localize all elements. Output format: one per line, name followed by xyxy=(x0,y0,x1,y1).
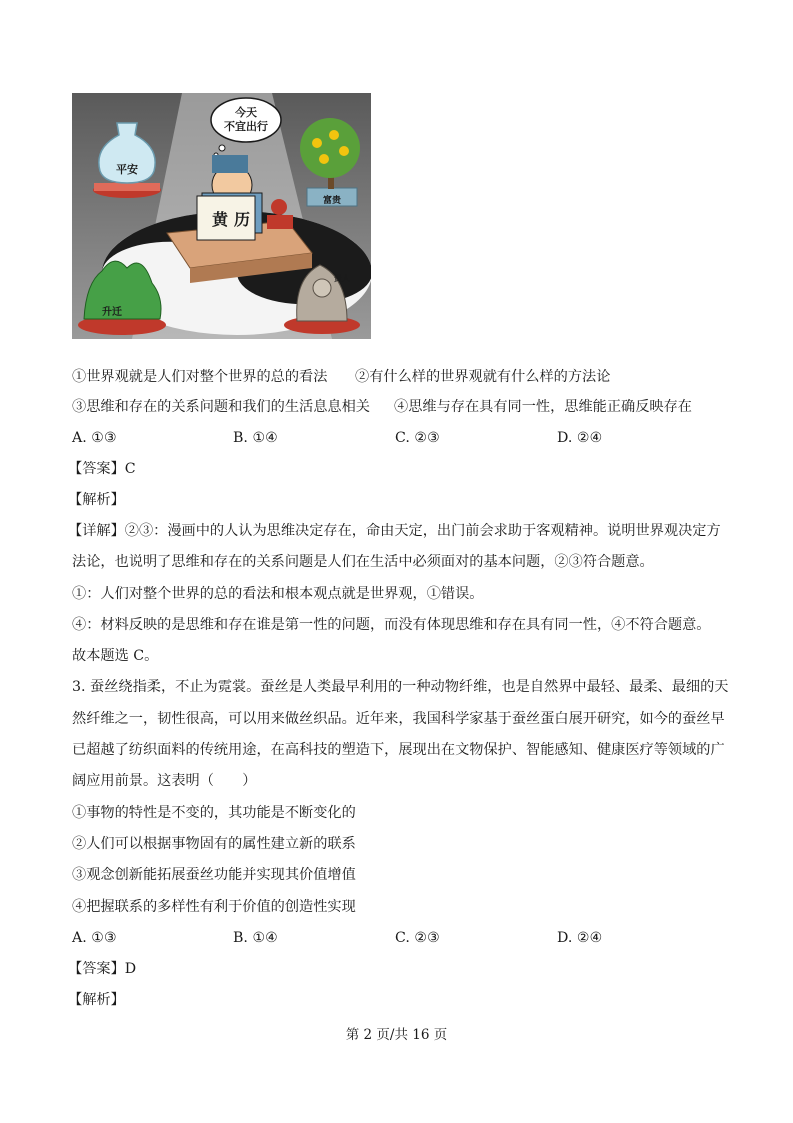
q2-detail-line-4: ④：材料反映的是思维和存在谁是第一性的问题，而没有体现思维和存在具有同一性，④不符合题意。 xyxy=(72,617,711,633)
q2-detail-line-5: 故本题选 C。 xyxy=(72,648,159,664)
book-char-1: 黄 xyxy=(212,210,229,229)
q3-statement-3: ③观念创新能拓展蚕丝功能并实现其价值增值 xyxy=(72,867,356,883)
q3-statement-2: ②人们可以根据事物固有的属性建立新的联系 xyxy=(72,836,356,852)
q2-option-d: D. ②④ xyxy=(557,430,603,446)
q3-stem-line-3: 已超越了纺织面料的传统用途，在高科技的塑造下，展现出在文物保护、智能感知、健康医疗等领域的广 xyxy=(72,742,725,758)
statue-label: 贵人 xyxy=(334,273,350,283)
q3-stem-line-4: 阔应用前景。这表明（ ） xyxy=(72,773,257,789)
tree-label: 富贵 xyxy=(322,196,342,206)
q2-statement-3: ③思维和存在的关系问题和我们的生活息息相关 xyxy=(72,399,370,415)
q3-stem-line-1: 3. 蚕丝绕指柔，不止为霓裳。蚕丝是人类最早利用的一种动物纤维，也是自然界中最轻、最柔、最细的天 xyxy=(72,679,729,695)
q2-detail-line-3: ①：人们对整个世界的总的看法和根本观点就是世界观，①错误。 xyxy=(72,586,484,602)
q3-statement-4: ④把握联系的多样性有利于价值的创造性实现 xyxy=(72,899,356,915)
q2-detail-line-2: 法论，也说明了思维和存在的关系问题是人们在生活中必须面对的基本问题，②③符合题意。 xyxy=(72,554,654,570)
q3-stem-line-2: 然纤维之一，韧性很高，可以用来做丝织品。近年来，我国科学家基于蚕丝蛋白展开研究，如今的蚕丝早 xyxy=(72,711,725,727)
q3-option-b: B. ①④ xyxy=(233,930,278,946)
q2-statements-row-1 xyxy=(72,367,611,387)
q3-analysis-label: 【解析】 xyxy=(68,992,125,1008)
q3-option-c: C. ②③ xyxy=(395,930,440,946)
bubble-line-2: 不宜出行 xyxy=(224,120,268,133)
q2-statements-row-2 xyxy=(72,397,692,417)
q3-option-a: A. ①③ xyxy=(72,930,117,946)
book-char-2: 历 xyxy=(234,210,251,229)
q2-analysis-label: 【解析】 xyxy=(68,492,125,508)
q2-answer: 【答案】C xyxy=(68,461,136,477)
q2-statement-1: ①世界观就是人们对整个世界的总的看法 xyxy=(72,369,328,385)
page-footer: 第 2 页/共 16 页 xyxy=(345,1027,448,1043)
vase-label: 平安 xyxy=(116,163,138,176)
q3-statement-1: ①事物的特性是不变的，其功能是不断变化的 xyxy=(72,805,356,821)
rock-label: 升迁 xyxy=(102,307,122,318)
q2-statement-2: ②有什么样的世界观就有什么样的方法论 xyxy=(355,369,611,385)
money-tree xyxy=(300,118,360,206)
q2-option-b: B. ①④ xyxy=(233,430,278,446)
cartoon-illustration xyxy=(72,93,371,339)
q2-option-c: C. ②③ xyxy=(395,430,440,446)
q3-answer: 【答案】D xyxy=(68,961,137,977)
bubble-line-1: 今天 xyxy=(235,106,257,119)
q2-detail-line-1: 【详解】②③：漫画中的人认为思维决定存在，命由天定，出门前会求助于客观精神。说明世界观决定方 xyxy=(68,523,721,539)
q2-statement-4: ④思维与存在具有同一性，思维能正确反映存在 xyxy=(394,399,692,415)
q2-option-a: A. ①③ xyxy=(72,430,117,446)
q3-option-d: D. ②④ xyxy=(557,930,603,946)
